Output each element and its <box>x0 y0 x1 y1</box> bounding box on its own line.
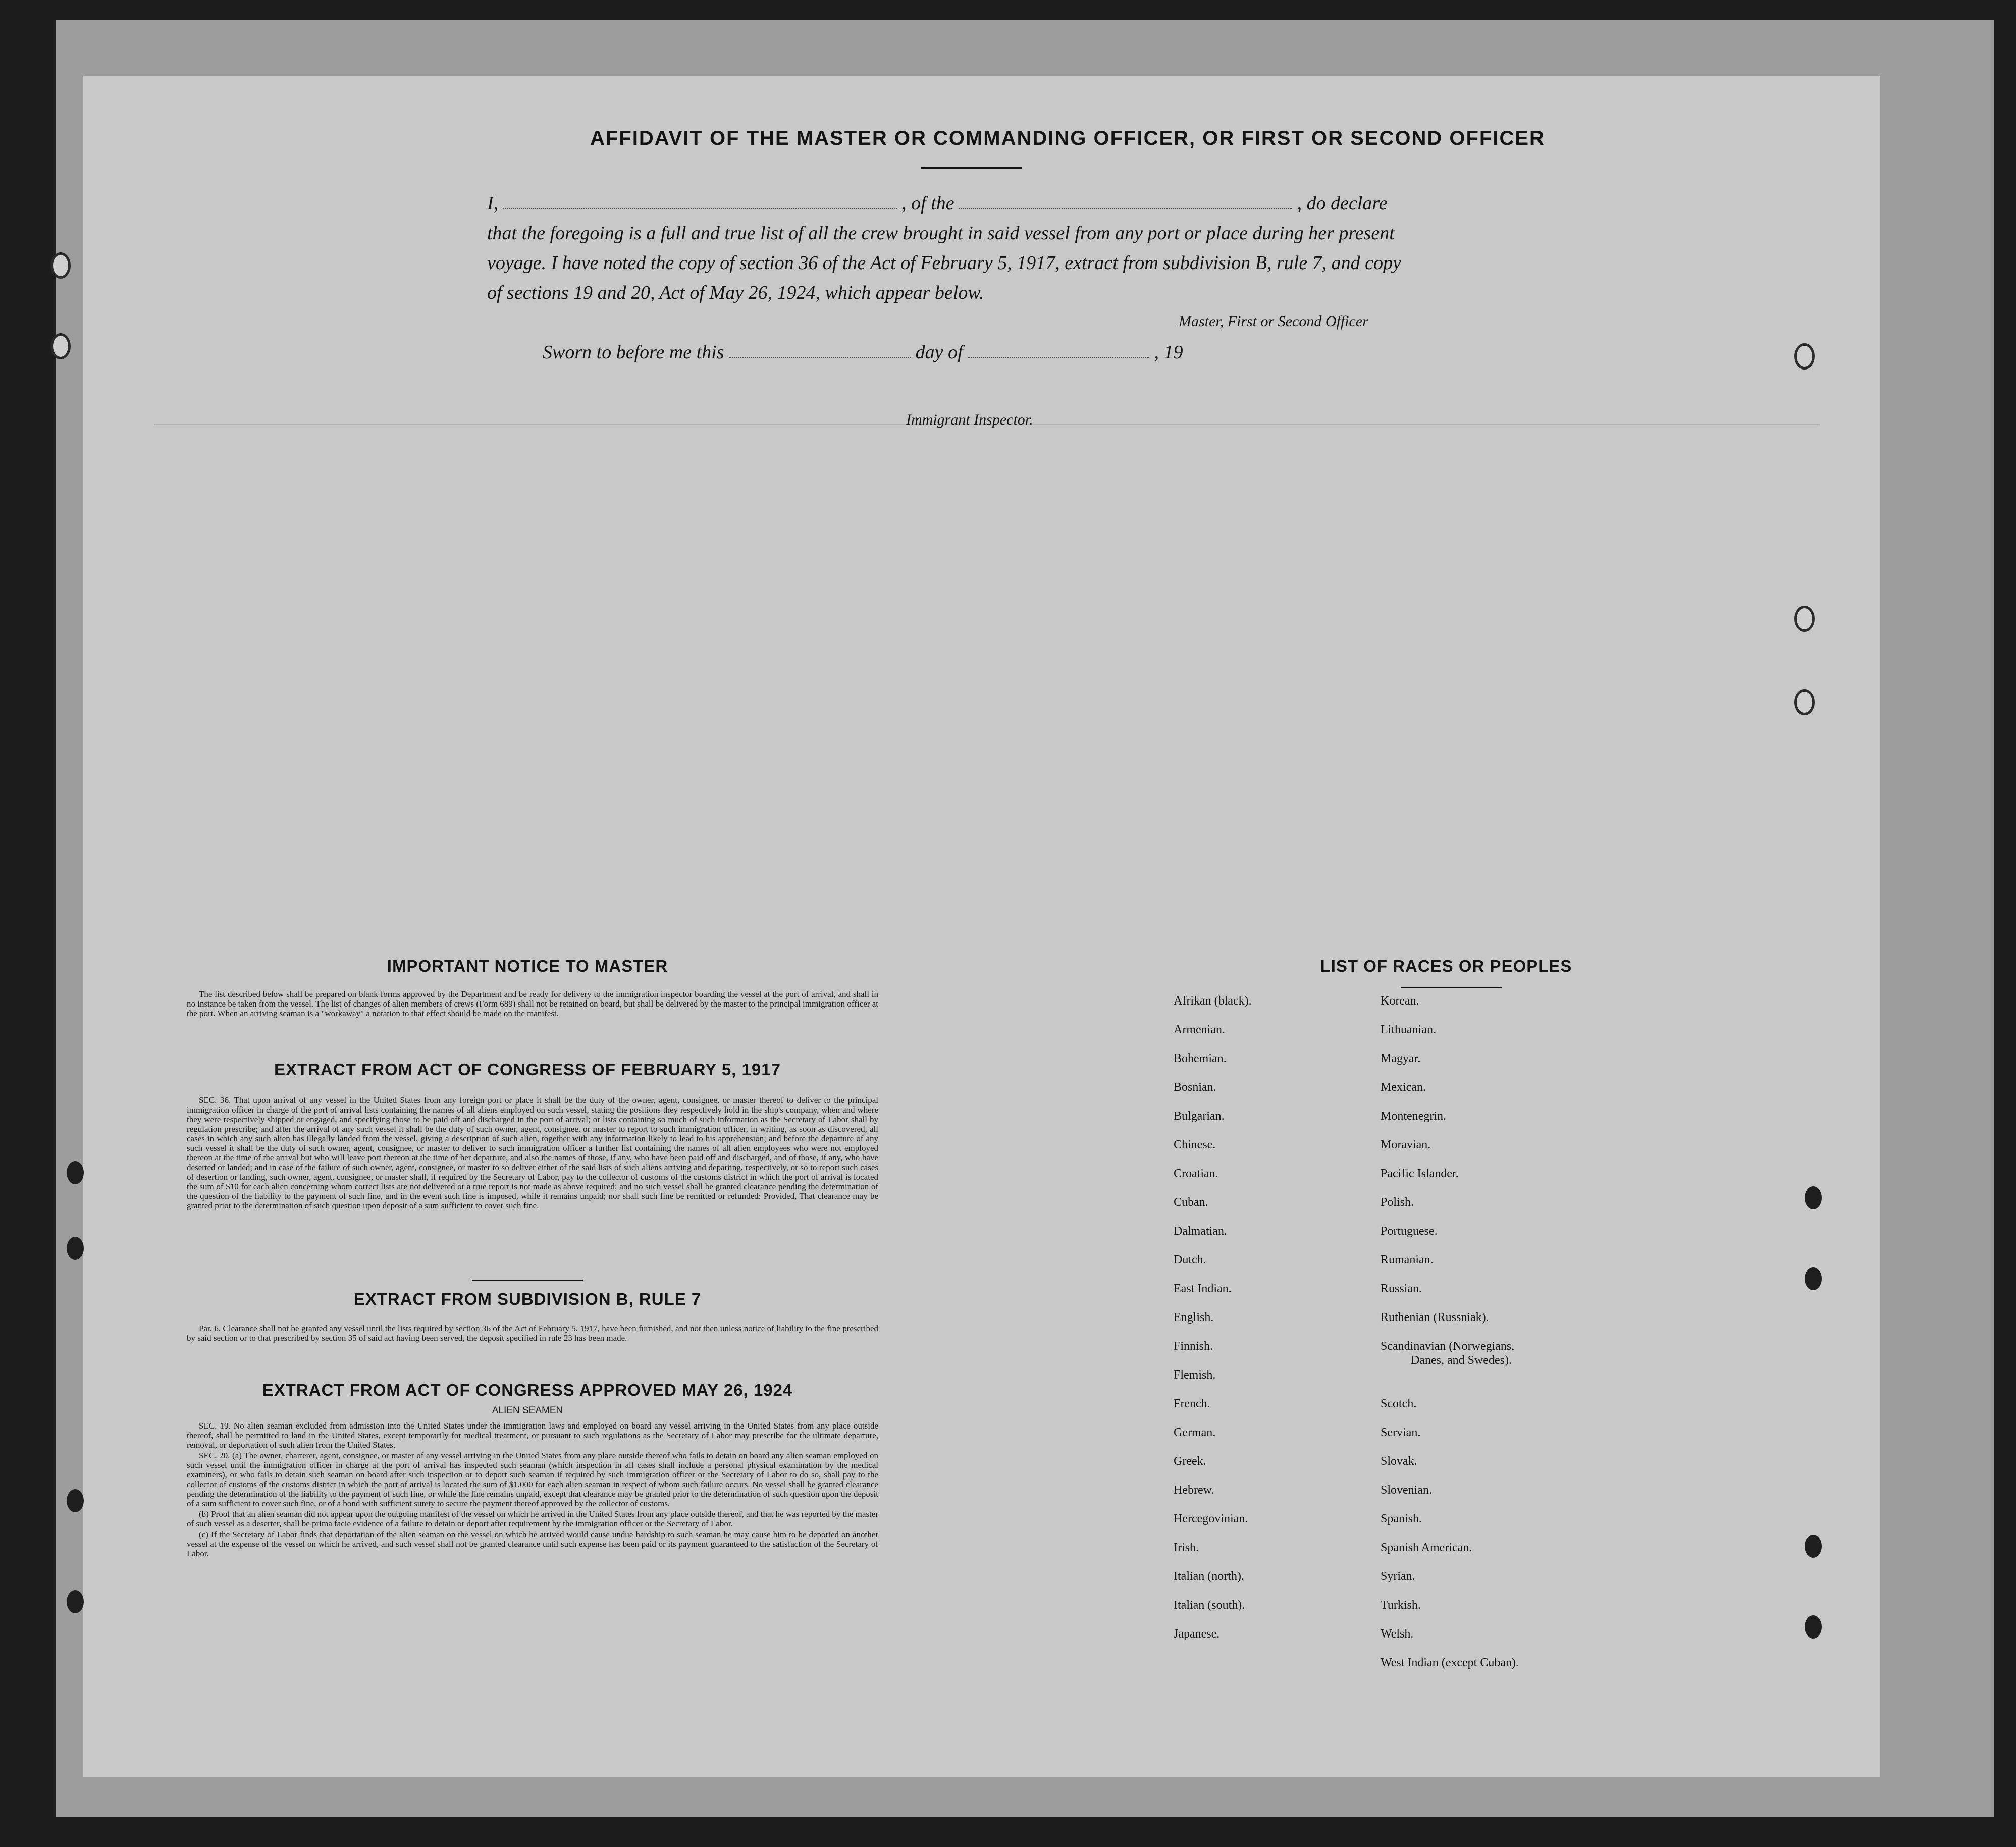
notice-paragraph: The list described below shall be prepared on blank forms approved by the Department and be ready for delivery to the immigration inspector boarding the vessel at the port of arrival, and shall in no instance be taken from the vessel. The list of changes of alien members of crews (Form 689) shall not be retained on board, but shall be delivered by the master to the principal immigration officer at the port. When an arriving seaman is a "workaway" a notation to that effect should be made on the manifest. <box>187 989 878 1018</box>
sec-20a-paragraph: SEC. 20. (a) The owner, charterer, agent, consignee, or master of any vessel arriving in the United States from any place outside thereof who fails to detain on board any alien seaman employed on such vessel until the immigration officer in charge at the port of arrival has inspected such seaman (which inspection in all cases shall include a personal physical examination by the medical examiners), or who fails to detain such seaman on board after such inspection or to deport such seaman if required by such immigration officer or the Secretary of Labor to do so, shall pay to the collector of customs of the customs district in which the port of arrival is located the sum of $1,000 for each alien seaman in respect of whom such failure occurs. No vessel shall be granted clearance pending the determination of the liability to the payment of such fine, or while the fine remains unpaid, except that clearance may be granted prior to the determination of such question upon the deposit of a sum sufficient to cover such fine, or of a bond with sufficient surety to secure the payment thereof approved by the collector of customs. <box>187 1451 878 1508</box>
punch-hole <box>1805 1615 1822 1639</box>
punch-hole <box>67 1237 84 1260</box>
title-rule <box>921 167 1022 169</box>
punch-hole <box>1805 1535 1822 1558</box>
race-item: Ruthenian (Russniak). <box>1381 1311 1489 1324</box>
notice-title: IMPORTANT NOTICE TO MASTER <box>387 957 668 975</box>
race-item: Spanish. <box>1381 1512 1422 1525</box>
race-item: Scotch. <box>1381 1397 1417 1410</box>
race-item: Irish. <box>1174 1541 1199 1554</box>
race-item: Italian (south). <box>1174 1599 1245 1612</box>
race-item: Mexican. <box>1381 1081 1426 1094</box>
race-item: Croatian. <box>1174 1167 1218 1180</box>
race-item: Slovenian. <box>1381 1484 1432 1497</box>
punch-hole <box>50 333 71 359</box>
declare-label: , do declare <box>1297 193 1388 214</box>
punch-hole <box>1794 689 1815 715</box>
race-item: Afrikan (black). <box>1174 994 1252 1008</box>
race-item: Korean. <box>1381 994 1419 1008</box>
par-6-paragraph: Par. 6. Clearance shall not be granted any vessel until the lists required by section 36 of the Act of February 5, 1917, have been furnished, and not then unless notice of liability to the fine prescribed by said section or to that prescribed by section 35 of said act having been served, the deposit specified in rule 23 has been made. <box>187 1324 878 1343</box>
races-title: LIST OF RACES OR PEOPLES <box>1320 957 1572 975</box>
race-item: Rumanian. <box>1381 1253 1434 1266</box>
month-blank <box>968 357 1149 358</box>
races-left-column <box>1174 994 1252 1656</box>
manifest-page <box>83 76 1880 1777</box>
punch-hole <box>1794 606 1815 632</box>
race-item: Magyar. <box>1381 1052 1421 1065</box>
race-item: Lithuanian. <box>1381 1023 1436 1036</box>
sworn-day-blank <box>729 357 911 358</box>
affidavit-title: AFFIDAVIT OF THE MASTER OR COMMANDING OFFICER, OR FIRST OR SECOND OFFICER <box>590 127 1545 149</box>
race-item: Slovak. <box>1381 1455 1417 1468</box>
rule-divider <box>472 1280 583 1281</box>
alien-seamen-subtitle: ALIEN SEAMEN <box>492 1405 563 1416</box>
master-signature-label: Master, First or Second Officer <box>1179 313 1368 330</box>
race-item: West Indian (except Cuban). <box>1381 1656 1519 1669</box>
race-item: Montenegrin. <box>1381 1110 1446 1123</box>
race-item: Armenian. <box>1174 1023 1225 1036</box>
i-label: I, <box>487 193 499 214</box>
races-rule <box>1401 987 1502 988</box>
notice-text <box>187 989 878 1019</box>
race-item: German. <box>1174 1426 1216 1439</box>
race-item: Dutch. <box>1174 1253 1206 1266</box>
punch-hole <box>67 1489 84 1512</box>
inspector-label: Immigrant Inspector. <box>906 411 1033 428</box>
race-item: Scandinavian (Norwegians, <box>1381 1340 1515 1353</box>
race-item: Danes, and Swedes). <box>1411 1354 1512 1367</box>
race-item: Hebrew. <box>1174 1484 1214 1497</box>
punch-hole <box>1805 1267 1822 1290</box>
races-right-column <box>1381 994 1519 1685</box>
of-the-label: , of the <box>901 193 954 214</box>
affidavit-line-2: that the foregoing is a full and true list of all the crew brought in said vessel from any port or place during her present <box>487 223 1395 244</box>
sec-20b-paragraph: (b) Proof that an alien seaman did not appear upon the outgoing manifest of the vessel on which he arrived in the United States from any place outside thereof, and that he was reported by the master of such vessel as a deserter, shall be prima facie evidence of a failure to detain or deport after requirement by the immigration officer or the Secretary of Labor. <box>187 1509 878 1528</box>
affidavit-line-1 <box>487 189 1388 218</box>
extract-1917-title: EXTRACT FROM ACT OF CONGRESS OF FEBRUARY 5, 1917 <box>274 1060 781 1079</box>
sworn-line <box>543 338 1183 366</box>
race-item: Dalmatian. <box>1174 1225 1227 1238</box>
race-item: Servian. <box>1381 1426 1421 1439</box>
race-item: Turkish. <box>1381 1599 1421 1612</box>
race-item: Bosnian. <box>1174 1081 1216 1094</box>
race-item: Japanese. <box>1174 1627 1220 1641</box>
race-item: Russian. <box>1381 1282 1422 1295</box>
affidavit-line-3: voyage. I have noted the copy of section 36 of the Act of February 5, 1917, extract from subdivision B, rule 7, and copy <box>487 252 1401 274</box>
race-item: Moravian. <box>1381 1138 1431 1151</box>
race-item: Chinese. <box>1174 1138 1216 1151</box>
subdivision-b-title: EXTRACT FROM SUBDIVISION B, RULE 7 <box>353 1290 702 1308</box>
punch-hole <box>67 1590 84 1613</box>
race-item: Pacific Islander. <box>1381 1167 1459 1180</box>
extract-1917-text <box>187 1095 878 1211</box>
race-item: Portuguese. <box>1381 1225 1438 1238</box>
punch-hole <box>67 1161 84 1184</box>
race-item: Cuban. <box>1174 1196 1208 1209</box>
sec-20c-paragraph: (c) If the Secretary of Labor finds that deportation of the alien seaman on the vessel on which he arrived would cause undue hardship to such seaman he may cause him to be deported on another vessel at the expense of the vessel on which he arrived, and such vessel shall not be granted clearance until such expense has been paid or its payment guaranteed to the satisfaction of the Secretary of Labor. <box>187 1529 878 1558</box>
race-item: Flemish. <box>1174 1368 1216 1382</box>
year-label: , 19 <box>1154 342 1183 363</box>
race-item: Italian (north). <box>1174 1570 1244 1583</box>
extract-1924-title: EXTRACT FROM ACT OF CONGRESS APPROVED MAY 26, 1924 <box>262 1381 793 1399</box>
vessel-blank <box>959 208 1292 209</box>
name-blank <box>503 208 897 209</box>
sec-19-paragraph: SEC. 19. No alien seaman excluded from admission into the United States under the immigration laws and employed on board any vessel arriving in the United States from any place outside thereof, shall be permitted to land in the United States, except temporarily for medical treatment, or pursuant to such regulations as the Secretary of Labor may prescribe for the ultimate departure, removal, or deportation of such alien from the United States. <box>187 1421 878 1450</box>
extract-1924-text <box>187 1421 878 1559</box>
race-item: Polish. <box>1381 1196 1414 1209</box>
race-item: Greek. <box>1174 1455 1206 1468</box>
race-item: Finnish. <box>1174 1340 1213 1353</box>
sworn-label: Sworn to before me this <box>543 342 724 363</box>
punch-hole <box>1794 343 1815 370</box>
race-item: Bohemian. <box>1174 1052 1227 1065</box>
race-item: East Indian. <box>1174 1282 1232 1295</box>
race-item: Welsh. <box>1381 1627 1414 1641</box>
affidavit-line-4: of sections 19 and 20, Act of May 26, 1924, which appear below. <box>487 282 984 303</box>
sec-36-paragraph: SEC. 36. That upon arrival of any vessel in the United States from any foreign port or place it shall be the duty of the owner, agent, consignee, or master thereof to deliver to the principal immigration officer in charge of the port of arrival lists containing the names of all aliens employed on such vessel, stating the positions they respectively hold in the ship's company, when and where they were respectively shipped or engaged, and specifying those to be paid off and discharged in the port of arrival; or lists containing so much of such information as the Secretary of Labor shall by regulation prescribe; and after the arrival of any such vessel it shall be the duty of such owner, agent, consignee, or master to report to such immigration officer, in writing, as soon as discovered, all cases in which any such alien has illegally landed from the vessel, giving a description of such alien, together with any information likely to lead to his apprehension; and before the departure of any such vessel it shall be the duty of such owner, agent, consignee, or master to deliver to such immigration officer a further list containing the names of all alien employees who were not employed thereon at the time of the arrival but who will leave port thereon at the time of her departure, and also the names of those, if any, who have been paid off and discharged, and of those, if any, who have deserted or landed; and in case of the failure of such owner, agent, consignee, or master to so deliver either of the said lists of such aliens arriving and departing, respectively, or so to report such cases of desertion or landing, such owner, agent, consignee, or master shall, if required by the Secretary of Labor, pay to the collector of customs of the customs district in which the port of arrival is located the sum of $10 for each alien concerning whom correct lists are not delivered or a true report is not made as above required; and no such vessel shall be granted clearance pending the determination of the question of the liability to the payment of such fine, and in the event such fine is imposed, while it remains unpaid; nor shall such fine be remitted or refunded: Provided, That clearance may be granted prior to the determination of such question upon deposit of a sum sufficient to cover such fine. <box>187 1095 878 1210</box>
race-item: French. <box>1174 1397 1210 1410</box>
punch-hole <box>1805 1186 1822 1209</box>
race-item: Spanish American. <box>1381 1541 1472 1554</box>
race-item: Bulgarian. <box>1174 1110 1225 1123</box>
race-item: Syrian. <box>1381 1570 1415 1583</box>
day-of-label: day of <box>915 342 963 363</box>
subdivision-b-text <box>187 1324 878 1344</box>
race-item: English. <box>1174 1311 1214 1324</box>
punch-hole <box>50 252 71 279</box>
race-item: Hercegovinian. <box>1174 1512 1248 1525</box>
